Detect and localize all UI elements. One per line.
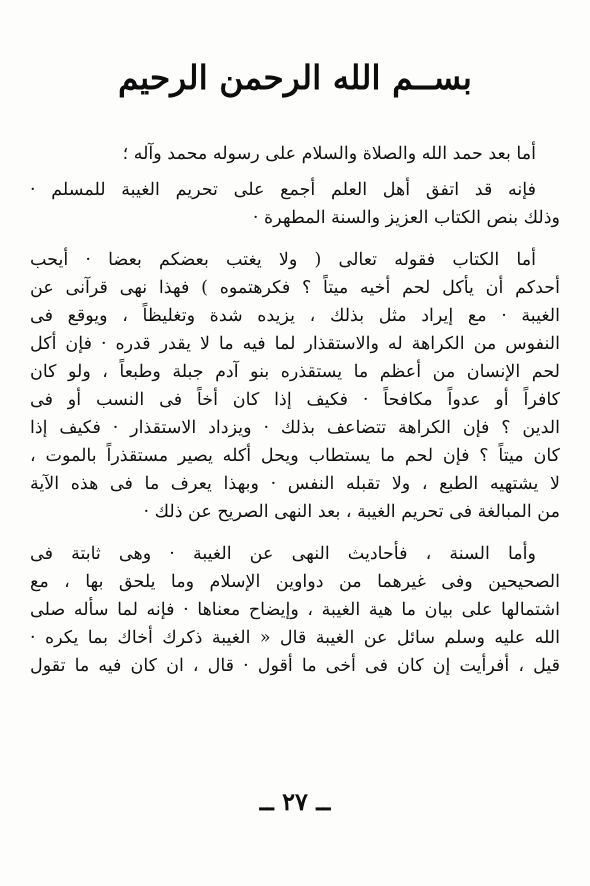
text-line: الله عليه وسلم سائل عن الغيبة قال « الغيبة ذكرك أخاك بما يكره ·	[30, 628, 560, 648]
text-line: وأما السنة ، فأحاديث النهى عن الغيبة · وهى ثابتة فى	[30, 544, 536, 564]
text-line: أما بعد حمد الله والصلاة والسلام على رسوله محمد وآله ؛	[122, 144, 536, 164]
text-line: فإنه قد اتفق أهل العلم أجمع على تحريم الغيبة للمسلم ·	[30, 180, 536, 200]
text-line: لحم الإنسان من أعظم ما يستقذره بنو آدم جبلة وطبعاً ، ولو كان	[30, 362, 560, 382]
text-line: الصحيحين وفى غيرهما من دواوين الإسلام وما يلحق بها ، مع	[30, 572, 560, 592]
paragraph-quran	[30, 246, 560, 526]
text-line: اشتمالها على بيان ما هية الغيبة ، وإيضاح معناها · فإنه لما سأله صلى	[30, 600, 560, 620]
text-line: أما الكتاب فقوله تعالى ( ولا يغتب بعضكم بعضا · أيحب	[30, 250, 536, 270]
text-line: النفوس من الكراهة له والاستقذار لما فيه ما لا يقدر قدره · فإن أكل	[30, 334, 560, 354]
paragraph-opening	[30, 140, 560, 168]
page-body	[30, 140, 560, 680]
basmala-heading: بســم الله الرحمن الرحيم	[117, 58, 472, 97]
text-line: وذلك بنص الكتاب العزيز والسنة المطهرة ·	[252, 208, 560, 228]
paragraph-consensus	[30, 176, 560, 232]
text-line: لا يشتهيه الطبع ، ولا تقبله النفس · وبهذا يعرف ما فى هذه الآية	[30, 474, 560, 494]
text-line: كان ميتاً ؟ فإن لحم ما يستطاب ويحل أكله يصير مستقذراً بالموت ،	[30, 446, 560, 466]
text-line: قيل ، أفرأيت إن كان فى أخى ما أقول · قال ، ان كان فيه ما تقول	[30, 656, 560, 676]
page-number: ــ ٢٧ ــ	[259, 787, 331, 816]
text-line: كافراً أو عدواً مكافحاً · فكيف إذا كان أخاً فى النسب أو فى	[30, 390, 560, 410]
text-line: أحدكم أن يأكل لحم أخيه ميتاً ؟ فكرهتموه ) فهذا نهى قرآنى عن	[30, 278, 560, 298]
text-line: من المبالغة فى تحريم الغيبة ، بعد النهى الصريح عن ذلك ·	[143, 502, 560, 522]
text-line: الدين ؟ فإن الكراهة تتضاعف بذلك · ويزداد الاستقذار · فكيف إذا	[30, 418, 560, 438]
paragraph-sunnah	[30, 540, 560, 680]
text-line: الغيبة · مع إيراد مثل بذلك ، يزيده شدة وتغليظاً ، ويوقع فى	[30, 306, 560, 326]
